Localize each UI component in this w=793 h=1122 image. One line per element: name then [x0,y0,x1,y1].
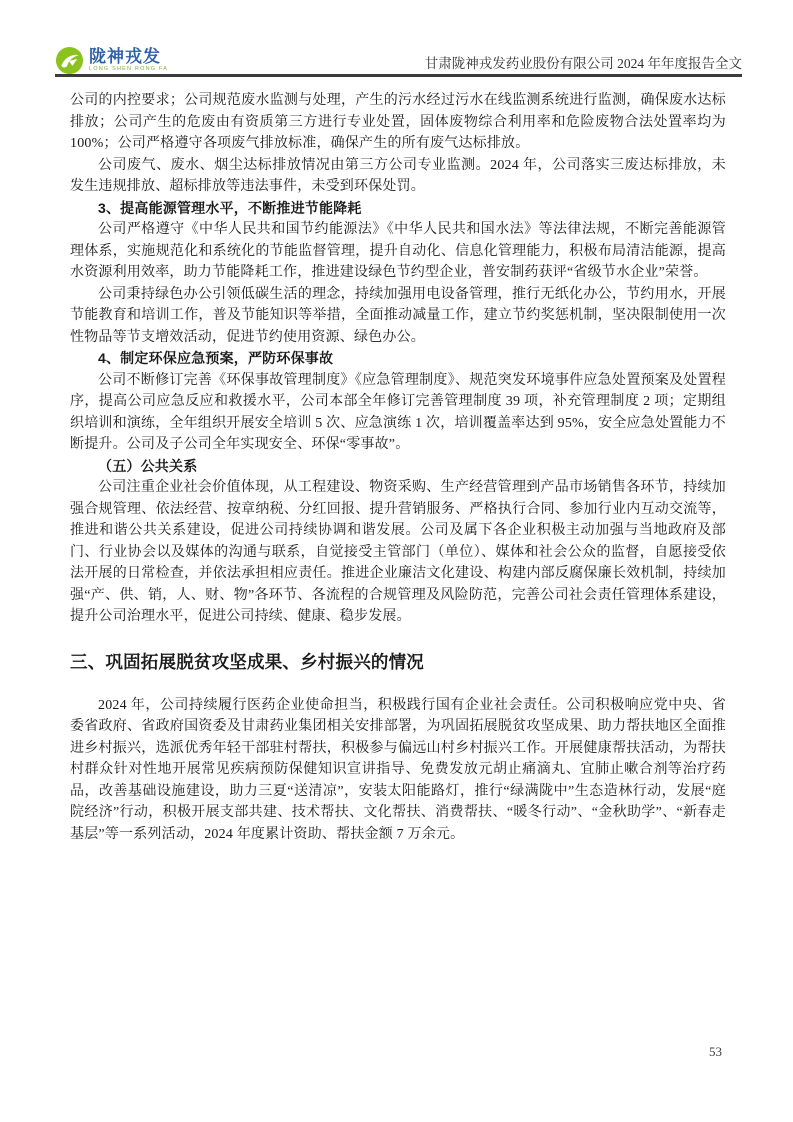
subheading-emergency-plan: 4、制定环保应急预案，严防环保事故 [98,350,334,366]
continued-paragraph: 公司的内控要求；公司规范废水监测与处理，产生的污水经过污水在线监测系统进行监测，确保废水达标排放；公司产生的危废由有资质第三方进行专业处置，固体废物综合利用率和危险废物合法处置率均为 100%；公司严格遵守各项废气排放标准，确保产生的所有废气达标排放。 [70,93,726,151]
body-paragraph: 公司不断修订完善《环保事故管理制度》《应急管理制度》、规范突发环境事件应急处置预案及处置程序，提高公司应急反应和救援水平，公司本部全年修订完善管理制度 39 项，补充管理制度 2 项；定期组织培训和演练，全年组织开展安全培训 5 次、应急演练 1 次，培训覆盖率达到 95%，安全应急处置能力不断提升。公司及子公司全年实现安全、环保“零事故”。 [70,372,726,452]
page-number: 53 [709,1044,722,1059]
report-body [70,90,726,845]
subheading-energy-management: 3、提高能源管理水平，不断推进节能降耗 [98,199,362,216]
logo-company-latin-name: LONG SHEN RONG FA [89,66,169,72]
body-paragraph: 公司秉持绿色办公引领低碳生活的理念，持续加强用电设备管理，推行无纸化办公，节约用水，开展节能教育和培训工作，普及节能知识等举措，全面推动减量工作，建立节约奖惩机制，坚决限制使用一次性物品等节支增效活动，促进节约使用资源、绿色办公。 [70,286,726,345]
document-title: 甘肃陇神戎发药业股份有限公司 2024 年年度报告全文 [424,56,742,71]
subheading-public-relations: （五）公共关系 [98,457,198,474]
longshen-logo-icon [55,46,84,75]
page-header [55,43,742,75]
body-paragraph: 公司废气、废水、烟尘达标排放情况由第三方公司专业监测。2024 年，公司落实三废达标排放，未发生违规排放、超标排放等违法事件，未受到环保处罚。 [70,157,726,194]
body-paragraph: 公司严格遵守《中华人民共和国节约能源法》《中华人民共和国水法》等法律法规，不断完善能源管理体系，实施规范化和系统化的节能监督管理，提升自动化、信息化管理能力，积极布局清洁能源，提高水资源利用效率，助力节能降耗工作，推进建设绿色节约型企业，普安制药获评“省级节水企业”荣誉。 [70,222,726,280]
header-divider [55,74,742,77]
logo-company-short-name: 陇神戎发 [89,47,161,66]
company-logo [55,46,168,75]
body-paragraph: 公司注重企业社会价值体现，从工程建设、物资采购、生产经营管理到产品市场销售各环节，持续加强合规管理、依法经营、按章纳税、分红回报、提升营销服务、严格执行合同、参加行业内互动交流等，推进和谐公共关系建设，促进公司持续协调和谐发展。公司及属下各企业积极主动加强与当地政府及部门、行业协会以及媒体的沟通与联系，自觉接受主管部门（单位）、媒体和社会公众的监督，自愿接受依法开展的日常检查，并依法承担相应责任。推进企业廉洁文化建设、构建内部反腐保廉长效机制，持续加强“产、供、销，人、财、物”各环节、各流程的合规管理及风险防范，完善公司社会责任管理体系建设，提升公司治理水平，促进公司持续、健康、稳步发展。 [70,480,726,624]
chapter-heading-rural-revitalization: 三、巩固拓展脱贫攻坚成果、乡村振兴的情况 [70,651,424,672]
body-paragraph: 2024 年，公司持续履行医药企业使命担当，积极践行国有企业社会责任。公司积极响应党中央、省委省政府、省政府国资委及甘肃药业集团相关安排部署，为巩固拓展脱贫攻坚成果、助力帮扶地区全面推进乡村振兴，选派优秀年轻干部驻村帮扶，积极参与偏远山村乡村振兴工作。开展健康帮扶活动，为帮扶村群众针对性地开展常见疾病预防保健知识宣讲指导、免费发放元胡止痛滴丸、宜肺止嗽合剂等治疗药品，改善基础设施建设，助力三夏“送清凉”，安装太阳能路灯，推行“绿满陇中”生态造林行动，发展“庭院经济”行动，积极开展支部共建、技术帮扶、文化帮扶、消费帮扶、“暖冬行动”、“金秋助学”、“新春走基层”等一系列活动，2024 年度累计资助、帮扶金额 7 万余元。 [70,697,726,842]
logo-text [89,48,168,73]
